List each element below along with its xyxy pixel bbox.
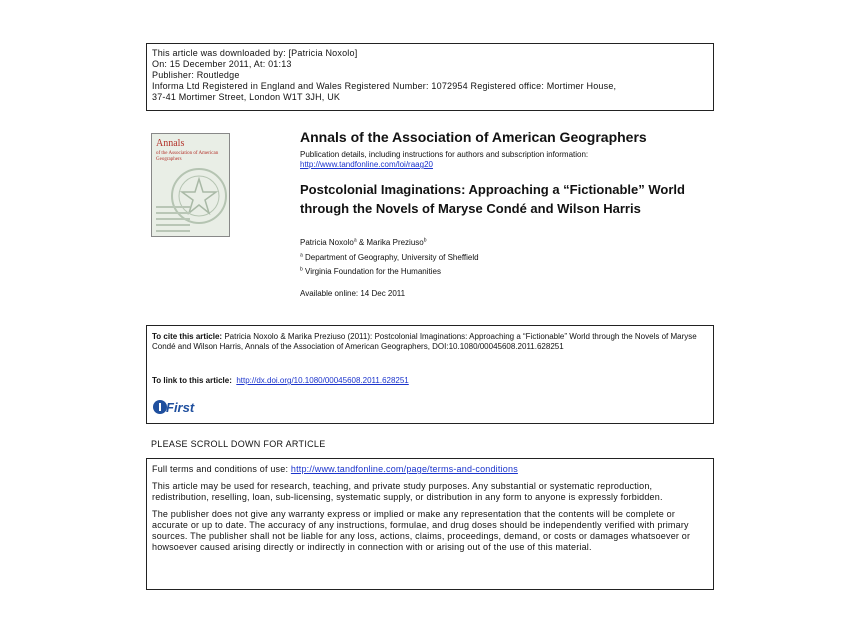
cite-text: Patricia Noxolo & Marika Preziuso (2011): Postcolonial Imaginations: Approaching a “Fictionable” World through the Novels of Maryse Condé and Wilson Harris, Annals of the Association of American Geographers, DOI:10.1080/00045608.2011.628251	[152, 332, 697, 351]
available-online: Available online: 14 Dec 2011	[300, 289, 406, 298]
cover-decoration	[156, 206, 190, 236]
affiliation-b: $^b$ Virginia Foundation for the Humanities	[300, 266, 441, 276]
journal-link[interactable]: http://www.tandfonline.com/loi/raag20	[300, 160, 433, 169]
doi-link[interactable]: http://dx.doi.org/10.1080/00045608.2011.628251	[236, 376, 409, 385]
author-1: Patricia Noxolo	[300, 238, 354, 247]
terms-paragraph-1: This article may be used for research, teaching, and private study purposes. Any substantial or systematic reproduction, redistribution, reselling, loan, sub-licensing, systematic supply, or distribution in any form to anyone is expressly forbidden.	[152, 481, 663, 502]
publication-details: Publication details, including instructions for authors and subscription information:	[300, 150, 589, 159]
logo-text: First	[166, 400, 195, 415]
article-title: Postcolonial Imaginations: Approaching a “Fictionable” World through the Novels of Maryse Condé and Wilson Harris	[300, 182, 685, 216]
link-line	[152, 376, 409, 386]
terms-line	[152, 464, 708, 475]
download-info-box	[146, 43, 714, 111]
affiliation-a: $^a$ Department of Geography, University of Sheffield	[300, 252, 479, 262]
scroll-notice: PLEASE SCROLL DOWN FOR ARTICLE	[151, 439, 326, 449]
author-2-sup: b	[423, 237, 427, 244]
journal-cover-image	[151, 133, 230, 237]
registered-address: 37-41 Mortimer Street, London W1T 3JH, UK	[152, 92, 341, 102]
terms-label: Full terms and conditions of use:	[152, 464, 289, 474]
terms-paragraph-2: The publisher does not give any warranty express or implied or make any representation that the contents will be complete or accurate or up to date. The accuracy of any instructions, formulae, and drug doses should be independently verified with primary sources. The publisher shall not be liable for any loss, actions, claims, proceedings, demand, or costs or damages whatsoever or howsoever caused arising directly or indirectly in connection with or arising out of the use of this material.	[152, 509, 691, 552]
link-label: To link to this article:	[152, 376, 232, 385]
citation-box	[146, 325, 714, 424]
authors	[300, 238, 427, 247]
terms-link[interactable]: http://www.tandfonline.com/page/terms-and-conditions	[290, 464, 518, 474]
download-date: On: 15 December 2011, At: 01:13	[152, 59, 292, 69]
cover-subtitle: of the Association of American Geographers	[156, 151, 219, 162]
cover-title: Annals	[156, 138, 185, 149]
registered-info: Informa Ltd Registered in England and Wales Registered Number: 1072954 Registered office: Mortimer House,	[152, 81, 617, 91]
citation	[152, 332, 708, 352]
author-1-sup: a	[353, 237, 357, 244]
journal-title: Annals of the Association of American Geographers	[300, 129, 647, 145]
ifirst-logo	[152, 398, 204, 416]
cite-label: To cite this article:	[152, 332, 223, 341]
terms-box	[146, 458, 714, 590]
author-2: & Marika Preziuso	[356, 238, 424, 247]
downloaded-by: This article was downloaded by: [Patricia Noxolo]	[152, 48, 358, 58]
publisher: Publisher: Routledge	[152, 70, 240, 80]
